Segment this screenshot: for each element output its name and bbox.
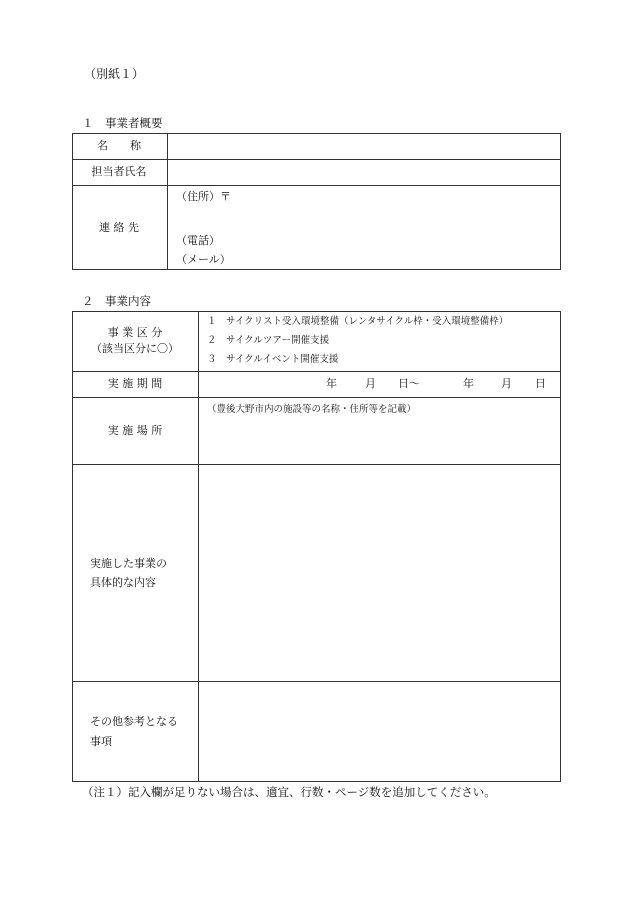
category-sublabel: （該当区分に〇） xyxy=(91,342,179,355)
details-sublabel: 具体的な内容 xyxy=(90,576,156,589)
name-field[interactable] xyxy=(168,134,560,159)
category-option-2[interactable]: ２ サイクルツアー開催支援 xyxy=(207,335,330,346)
category-option-1[interactable]: １ サイクリスト受入環境整備（レンタサイクル枠・受入環境整備枠） xyxy=(207,316,509,327)
start-month-label: 月 xyxy=(365,377,376,390)
start-day-label: 日〜 xyxy=(398,377,420,390)
other-sublabel: 事項 xyxy=(90,735,112,748)
contact-field[interactable] xyxy=(230,186,560,269)
category-label: 事 業 区 分 xyxy=(107,326,163,339)
name-label: 名 称 xyxy=(97,139,141,152)
section1-heading: １ 事業者概要 xyxy=(82,116,163,130)
category-option-3[interactable]: ３ サイクルイベント開催支援 xyxy=(207,354,339,365)
location-label: 実 施 場 所 xyxy=(107,424,163,437)
other-field[interactable] xyxy=(199,682,560,781)
details-label: 実施した事業の xyxy=(90,557,167,570)
end-year-label: 年 xyxy=(463,377,474,390)
contact-person-field[interactable] xyxy=(168,160,560,185)
section2-heading: ２ 事業内容 xyxy=(82,294,151,308)
attachment-label: （別紙１） xyxy=(84,67,145,81)
end-month-label: 月 xyxy=(501,377,512,390)
phone-label: （電話） xyxy=(176,234,220,247)
period-label: 実 施 期 間 xyxy=(107,377,163,390)
address-label: （住所）〒 xyxy=(176,190,231,203)
footnote: （注１）記入欄が足りない場合は、適宜、行数・ページ数を追加してください。 xyxy=(82,785,496,799)
details-field[interactable] xyxy=(199,465,560,681)
end-day-label: 日 xyxy=(535,377,546,390)
contact-person-label: 担当者氏名 xyxy=(91,165,147,178)
location-note: （豊後大野市内の施設等の名称・住所等を記載） xyxy=(207,404,417,415)
location-field[interactable] xyxy=(199,420,560,464)
other-label: その他参考となる xyxy=(90,715,178,728)
email-label: （メール） xyxy=(176,253,231,266)
start-year-label: 年 xyxy=(326,377,337,390)
contact-label: 連 絡 先 xyxy=(99,221,139,234)
